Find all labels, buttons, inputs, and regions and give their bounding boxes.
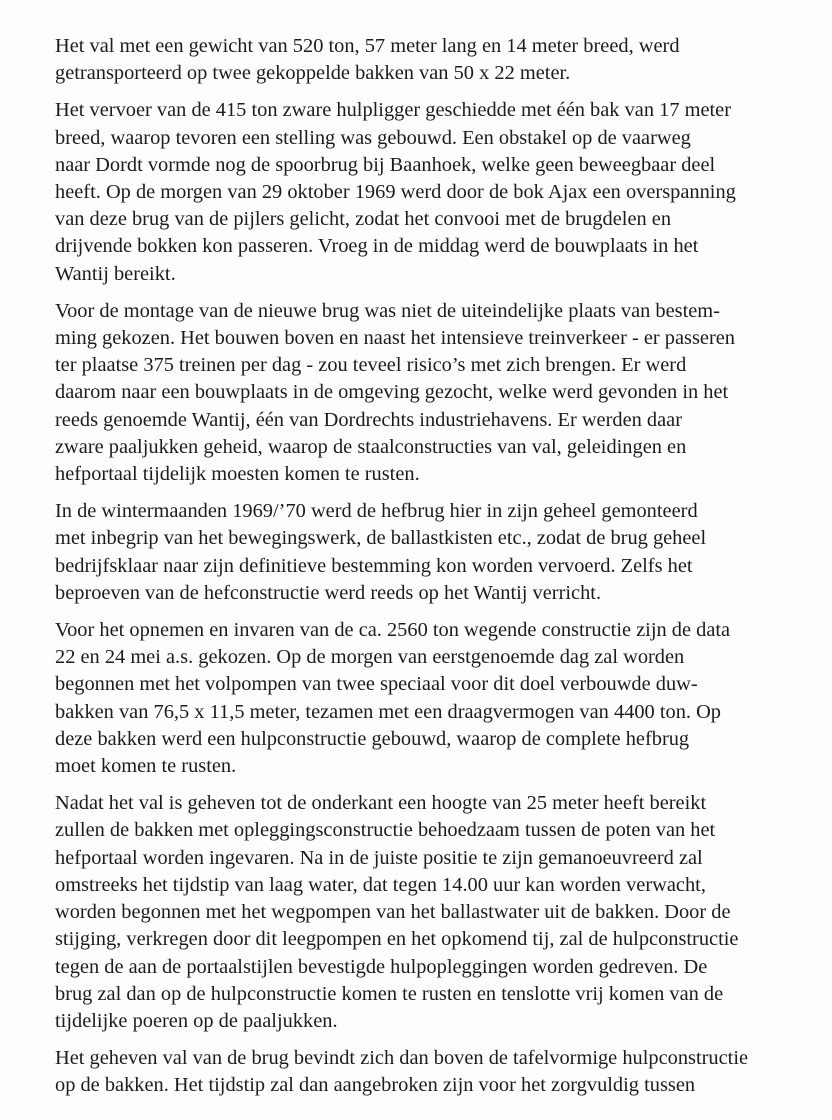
text-line: op de bakken. Het tijdstip zal dan aangebroken zijn voor het zorgvuldig tussen: [55, 1074, 696, 1097]
text-line: bedrijfsklaar naar zijn definitieve bestemming kon worden vervoerd. Zelfs het: [55, 554, 693, 577]
text-line: Het geheven val van de brug bevindt zich dan boven de tafelvormige hulpconstructie: [55, 1047, 749, 1070]
text-line: brug zal dan op de hulpconstructie komen te rusten en tenslotte vrij komen van de: [55, 982, 724, 1005]
text-line: heeft. Op de morgen van 29 oktober 1969 werd door de bok Ajax een overspanning: [55, 181, 736, 204]
text-line: Nadat het val is geheven tot de onderkant een hoogte van 25 meter heeft bereikt: [55, 792, 707, 815]
paragraph-3: [55, 298, 800, 488]
text-line: Wantij bereikt.: [55, 262, 176, 285]
text-line: naar Dordt vormde nog de spoorbrug bij Baanhoek, welke geen beweegbaar deel: [55, 153, 716, 176]
text-line: van deze brug van de pijlers gelicht, zodat het convooi met de brugdelen en: [55, 208, 672, 231]
text-line: zullen de bakken met opleggingsconstructie behoedzaam tussen de poten van het: [55, 819, 716, 842]
text-line: begonnen met het volpompen van twee speciaal voor dit doel verbouwde duw-: [55, 673, 698, 696]
paragraph-1: [55, 33, 800, 87]
text-line: Voor het opnemen en invaren van de ca. 2560 ton wegende constructie zijn de data: [55, 619, 731, 642]
text-line: tegen de aan de portaalstijlen bevestigde hulpopleggingen worden gedreven. De: [55, 955, 708, 978]
text-line: drijvende bokken kon passeren. Vroeg in de middag werd de bouwplaats in het: [55, 235, 699, 258]
text-line: breed, waarop tevoren een stelling was gebouwd. Een obstakel op de vaarweg: [55, 126, 691, 149]
text-line: Het val met een gewicht van 520 ton, 57 meter lang en 14 meter breed, werd: [55, 35, 680, 57]
text-line: hefportaal tijdelijk moesten komen te rusten.: [55, 463, 420, 486]
text-line: Voor de montage van de nieuwe brug was niet de uiteindelijke plaats van bestem-: [55, 299, 720, 322]
text-line: ming gekozen. Het bouwen boven en naast het intensieve treinverkeer - er passeren: [55, 327, 735, 350]
paragraph-2: [55, 97, 800, 287]
text-line: omstreeks het tijdstip van laag water, dat tegen 14.00 uur kan worden verwacht,: [55, 873, 706, 896]
text-line: deze bakken werd een hulpconstructie gebouwd, waarop de complete hefbrug: [55, 727, 690, 750]
text-line: beproeven van de hefconstructie werd reeds op het Wantij verricht.: [55, 581, 602, 604]
paragraph-5: [55, 617, 800, 780]
text-line: 22 en 24 mei a.s. gekozen. Op de morgen van eerstgenoemde dag zal worden: [55, 646, 685, 669]
paragraph-7: [55, 1045, 800, 1099]
text-line: getransporteerd op twee gekoppelde bakken van 50 x 22 meter.: [55, 62, 571, 85]
text-line: bakken van 76,5 x 11,5 meter, tezamen met een draagvermogen van 4400 ton. Op: [55, 700, 722, 723]
text-line: In de wintermaanden 1969/’70 werd de hefbrug hier in zijn geheel gemonteerd: [55, 500, 698, 523]
paragraph-4: [55, 498, 800, 607]
text-line: zware paaljukken geheid, waarop de staalconstructies van val, geleidingen en: [55, 435, 687, 458]
text-line: daarom naar een bouwplaats in de omgeving gezocht, welke werd gevonden in het: [55, 381, 729, 404]
text-line: ter plaatse 375 treinen per dag - zou teveel risico’s met zich brengen. Er werd: [55, 354, 687, 377]
text-line: hefportaal worden ingevaren. Na in de juiste positie te zijn gemanoeuvreerd zal: [55, 846, 703, 869]
text-line: stijging, verkregen door dit leegpompen en het opkomend tij, zal de hulpconstructie: [55, 928, 739, 951]
text-line: reeds genoemde Wantij, één van Dordrechts industriehavens. Er werden daar: [55, 408, 683, 431]
text-line: worden begonnen met het wegpompen van het ballastwater uit de bakken. Door de: [55, 901, 731, 924]
body-text: [55, 33, 800, 1110]
text-line: Het vervoer van de 415 ton zware hulpligger geschiedde met één bak van 17 meter: [55, 99, 732, 122]
paragraph-6: [55, 790, 800, 1035]
text-line: met inbegrip van het bewegingswerk, de ballastkisten etc., zodat de brug geheel: [55, 527, 707, 550]
text-line: tijdelijke poeren op de paaljukken.: [55, 1009, 338, 1032]
text-line: moet komen te rusten.: [55, 755, 237, 778]
